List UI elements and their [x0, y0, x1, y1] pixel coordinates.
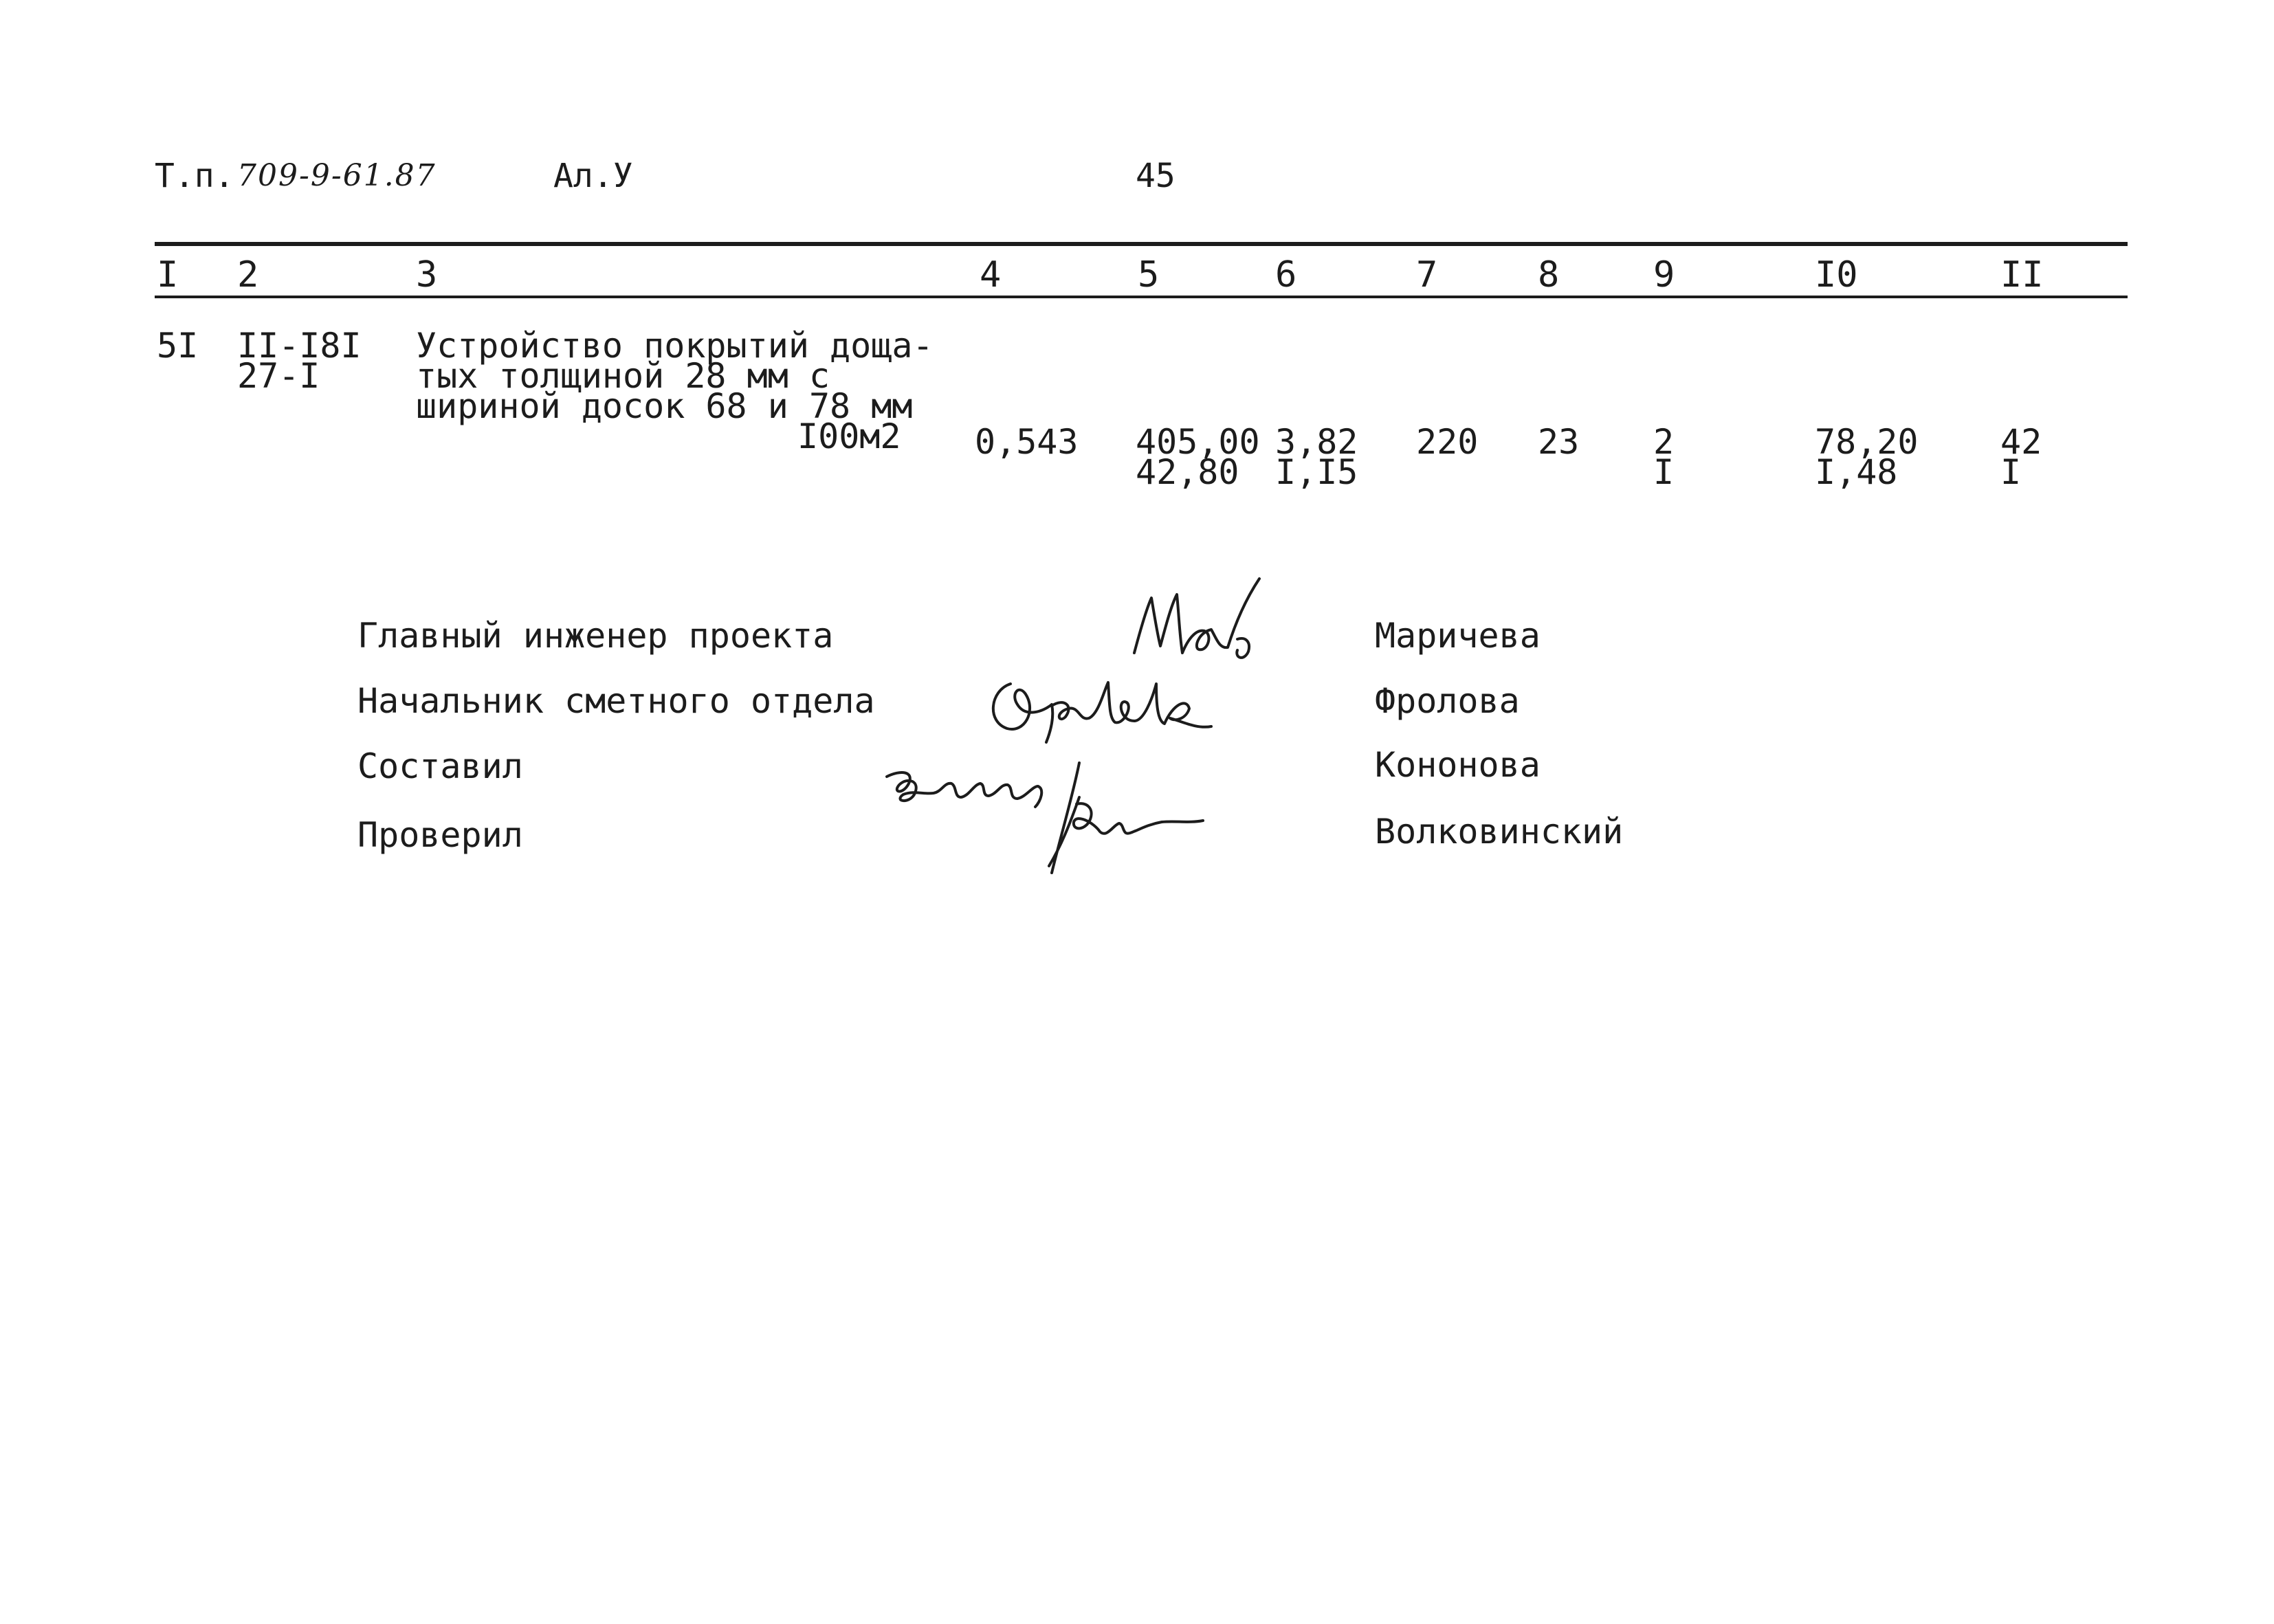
column-number: 4	[980, 254, 1002, 296]
code-line-2: 27-I	[237, 356, 320, 396]
col11-value-1: 42	[2000, 422, 2042, 462]
signature-handwriting	[873, 756, 1217, 880]
col10-value-1: 78,20	[1815, 422, 1919, 462]
unit-of-measure: I00м2	[797, 416, 901, 456]
col6-value-1: 3,82	[1275, 422, 1358, 462]
signatory-title: Главный инженер проекта	[357, 616, 834, 656]
signatory-name: Волковинский	[1375, 812, 1624, 852]
col9-value-1: 2	[1653, 422, 1675, 462]
signature-handwriting	[1127, 570, 1279, 674]
column-number: 2	[237, 254, 259, 296]
signatory-name: Маричева	[1375, 616, 1541, 656]
col8-value: 23	[1538, 422, 1580, 462]
row-number: 5I	[157, 326, 199, 366]
description-line-1: Устройство покрытий доща-	[416, 326, 934, 366]
column-number: II	[2000, 254, 2044, 296]
album-label: Ал.У	[553, 157, 633, 195]
col5-value-1: 405,00	[1136, 422, 1260, 462]
column-number: I0	[1815, 254, 1858, 296]
quantity-value: 0,543	[975, 422, 1079, 462]
col11-value-2: I	[2000, 452, 2022, 492]
column-number: 6	[1275, 254, 1297, 296]
col5-value-2: 42,80	[1136, 452, 1239, 492]
description-line-2: тых толщиной 28 мм с	[416, 356, 830, 396]
col9-value-2: I	[1653, 452, 1675, 492]
col7-value: 220	[1416, 422, 1479, 462]
signatory-title: Начальник сметного отдела	[357, 681, 875, 721]
signature-handwriting	[983, 663, 1217, 746]
column-number: 9	[1653, 254, 1675, 296]
column-number: 8	[1538, 254, 1560, 296]
table-top-rule	[155, 242, 2128, 246]
signatory-name: Фролова	[1375, 681, 1520, 721]
document-prefix: Т.п.	[155, 157, 234, 195]
description-line-3: шириной досок 68 и 78 мм	[416, 386, 913, 426]
column-number: 3	[416, 254, 438, 296]
signatory-title: Составил	[357, 746, 523, 786]
col10-value-2: I,48	[1815, 452, 1898, 492]
column-number: 5	[1138, 254, 1160, 296]
table-header-bottom-rule	[155, 296, 2128, 298]
signatory-title: Проверил	[357, 815, 523, 855]
column-number: I	[157, 254, 179, 296]
document-number: 709-9-61.87	[237, 158, 437, 193]
col6-value-2: I,I5	[1275, 452, 1358, 492]
code-line-1: II-I8I	[237, 326, 362, 366]
page-number: 45	[1136, 157, 1175, 195]
signatory-name: Кононова	[1375, 745, 1541, 785]
column-number: 7	[1416, 254, 1438, 296]
